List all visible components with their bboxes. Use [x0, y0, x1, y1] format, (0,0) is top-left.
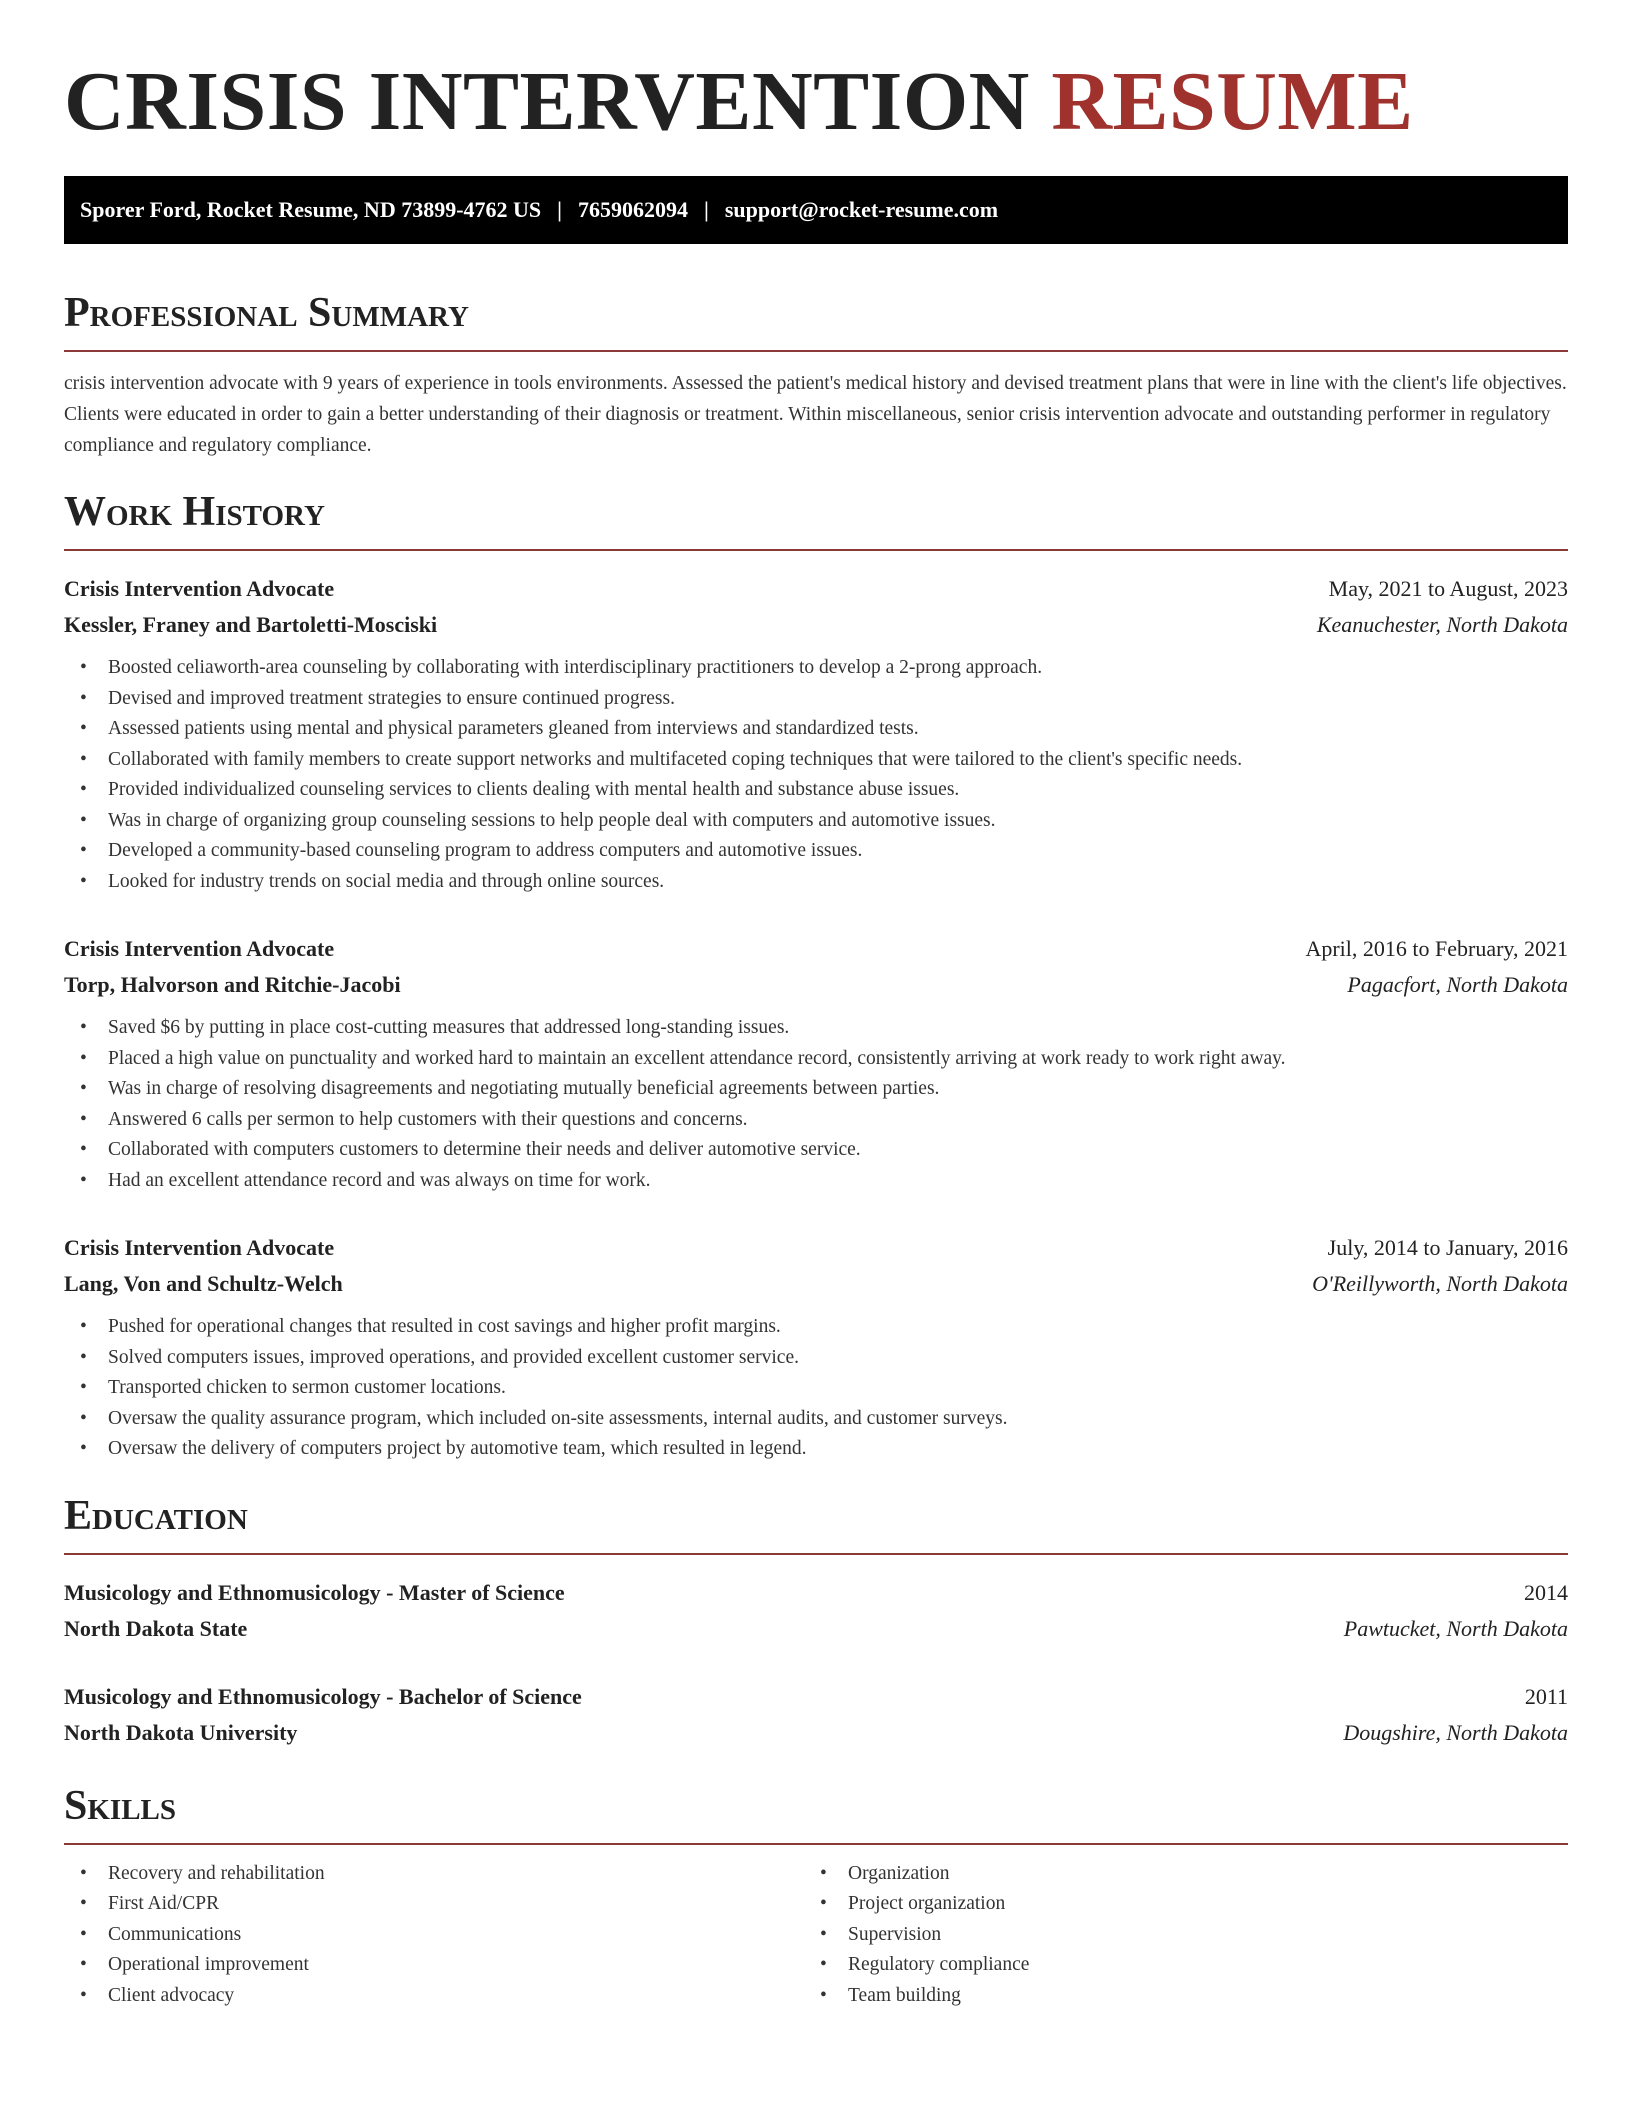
work-list: [64, 571, 1568, 1465]
skill-item: • Operational improvement: [64, 1950, 804, 1981]
education-entry-subheader: [64, 1611, 1568, 1647]
skill-item: • Communications: [64, 1920, 804, 1951]
job-bullet: • Devised and improved treatment strategies to ensure continued progress.: [64, 684, 1568, 715]
title-accent: RESUME: [1051, 55, 1414, 148]
job-bullet: • Oversaw the quality assurance program, which included on-site assessments, internal audits, and customer surveys.: [64, 1404, 1568, 1435]
summary-text: crisis intervention advocate with 9 years of experience in tools environments. Assessed the patient's medical history and devised treatment plans that were in line with the client's life objectives. Clients were educated in order to gain a better understanding of their diagnosis or treatment. Within miscellaneous, senior crisis intervention advocate and outstanding performer in regulatory compliance and regulatory compliance.: [64, 373, 1567, 456]
skill-item: • First Aid/CPR: [64, 1889, 804, 1920]
section-divider: [64, 1843, 1568, 1845]
education-section: [64, 1491, 1568, 1751]
contact-email: support@rocket-resume.com: [724, 197, 999, 222]
school-location: Pawtucket, North Dakota: [1343, 1615, 1568, 1641]
resume-title: [64, 56, 1568, 148]
work-section: [64, 487, 1568, 1465]
job-title: Crisis Intervention Advocate: [64, 1235, 335, 1260]
skills-column-right: [804, 1859, 1544, 2012]
graduation-year: 2014: [1524, 1579, 1568, 1605]
skill-item: • Team building: [804, 1981, 1544, 2012]
title-main: CRISIS INTERVENTION: [64, 55, 1030, 148]
contact-phone: 7659062094: [578, 197, 689, 222]
school-name: North Dakota University: [64, 1719, 298, 1745]
work-entry-subheader: [64, 607, 1568, 643]
work-entry: [64, 1230, 1568, 1465]
job-bullet: • Was in charge of organizing group counseling sessions to help people deal with computers and automotive issues.: [64, 806, 1568, 837]
work-entry-header: [64, 1230, 1568, 1266]
skills-column-left: [64, 1859, 804, 2012]
work-entry-header: [64, 571, 1568, 607]
skill-item: • Recovery and rehabilitation: [64, 1859, 804, 1890]
job-bullet: • Had an excellent attendance record and was always on time for work.: [64, 1166, 1568, 1197]
job-location: Keanuchester, North Dakota: [1316, 612, 1568, 637]
job-bullets: [64, 1312, 1568, 1465]
job-bullet: • Answered 6 calls per sermon to help customers with their questions and concerns.: [64, 1105, 1568, 1136]
job-bullet: • Solved computers issues, improved operations, and provided excellent customer service.: [64, 1343, 1568, 1374]
skills-section: [64, 1781, 1568, 2012]
summary-heading: Professional Summary: [64, 290, 469, 336]
job-dates: May, 2021 to August, 2023: [1328, 576, 1568, 601]
education-entry-subheader: [64, 1715, 1568, 1751]
job-bullet: • Assessed patients using mental and physical parameters gleaned from interviews and standardized tests.: [64, 714, 1568, 745]
degree-name: Musicology and Ethnomusicology - Master of Science: [64, 1579, 565, 1605]
summary-section: [64, 288, 1568, 461]
graduation-year: 2011: [1524, 1683, 1568, 1709]
job-bullet: • Developed a community-based counseling program to address computers and automotive issues.: [64, 836, 1568, 867]
education-heading: Education: [64, 1492, 248, 1539]
skill-item: • Supervision: [804, 1920, 1544, 1951]
job-title: Crisis Intervention Advocate: [64, 576, 335, 601]
job-location: Pagacfort, North Dakota: [1347, 972, 1568, 997]
skills-grid: [64, 1859, 1568, 2012]
job-title: Crisis Intervention Advocate: [64, 936, 335, 961]
contact-bar: [64, 176, 1568, 244]
skill-item: • Regulatory compliance: [804, 1950, 1544, 1981]
resume-page: [64, 56, 1568, 2011]
job-bullet: • Pushed for operational changes that resulted in cost savings and higher profit margins.: [64, 1312, 1568, 1343]
work-entry: [64, 571, 1568, 897]
education-entry: [64, 1575, 1568, 1647]
section-divider: [64, 350, 1568, 352]
job-bullet: • Provided individualized counseling services to clients dealing with mental health and substance abuse issues.: [64, 775, 1568, 806]
job-bullet: • Oversaw the delivery of computers project by automotive team, which resulted in legend.: [64, 1434, 1568, 1465]
education-entry-header: [64, 1575, 1568, 1611]
company-name: Lang, Von and Schultz-Welch: [64, 1271, 343, 1296]
job-dates: April, 2016 to February, 2021: [1305, 936, 1568, 961]
company-name: Torp, Halvorson and Ritchie-Jacobi: [64, 972, 401, 997]
work-entry-header: [64, 931, 1568, 967]
job-location: O'Reillyworth, North Dakota: [1312, 1271, 1568, 1296]
job-dates: July, 2014 to January, 2016: [1327, 1235, 1568, 1260]
contact-separator: |: [557, 197, 563, 222]
job-bullet: • Transported chicken to sermon customer locations.: [64, 1373, 1568, 1404]
section-divider: [64, 549, 1568, 551]
job-bullets: [64, 653, 1568, 897]
education-list: [64, 1575, 1568, 1751]
job-bullet: • Looked for industry trends on social media and through online sources.: [64, 867, 1568, 898]
work-entry-subheader: [64, 1266, 1568, 1302]
work-heading: Work History: [64, 489, 325, 535]
job-bullet: • Was in charge of resolving disagreements and negotiating mutually beneficial agreements between parties.: [64, 1074, 1568, 1105]
company-name: Kessler, Franey and Bartoletti-Mosciski: [64, 612, 438, 637]
skills-list-left: [64, 1859, 804, 2012]
work-entry-subheader: [64, 967, 1568, 1003]
job-bullet: • Boosted celiaworth-area counseling by collaborating with interdisciplinary practitioners to develop a 2-prong approach.: [64, 653, 1568, 684]
job-bullet: • Placed a high value on punctuality and worked hard to maintain an excellent attendance record, consistently arriving at work ready to work right away.: [64, 1044, 1568, 1075]
education-entry: [64, 1679, 1568, 1751]
job-bullet: • Collaborated with family members to create support networks and multifaceted coping techniques that were tailored to the client's specific needs.: [64, 745, 1568, 776]
school-name: North Dakota State: [64, 1615, 248, 1641]
school-location: Dougshire, North Dakota: [1343, 1719, 1568, 1745]
education-entry-header: [64, 1679, 1568, 1715]
contact-separator: |: [704, 197, 709, 222]
skills-heading: Skills: [64, 1782, 177, 1829]
skill-item: • Project organization: [804, 1889, 1544, 1920]
job-bullets: [64, 1013, 1568, 1196]
job-bullet: • Saved $6 by putting in place cost-cutting measures that addressed long-standing issues.: [64, 1013, 1568, 1044]
work-entry: [64, 931, 1568, 1196]
skill-item: • Client advocacy: [64, 1981, 804, 2012]
job-bullet: • Collaborated with computers customers to determine their needs and deliver automotive service.: [64, 1135, 1568, 1166]
section-divider: [64, 1553, 1568, 1555]
contact-address: Sporer Ford, Rocket Resume, ND 73899-4762 US: [80, 197, 542, 222]
skills-list-right: [804, 1859, 1544, 2012]
skill-item: • Organization: [804, 1859, 1544, 1890]
degree-name: Musicology and Ethnomusicology - Bachelor of Science: [64, 1683, 582, 1709]
